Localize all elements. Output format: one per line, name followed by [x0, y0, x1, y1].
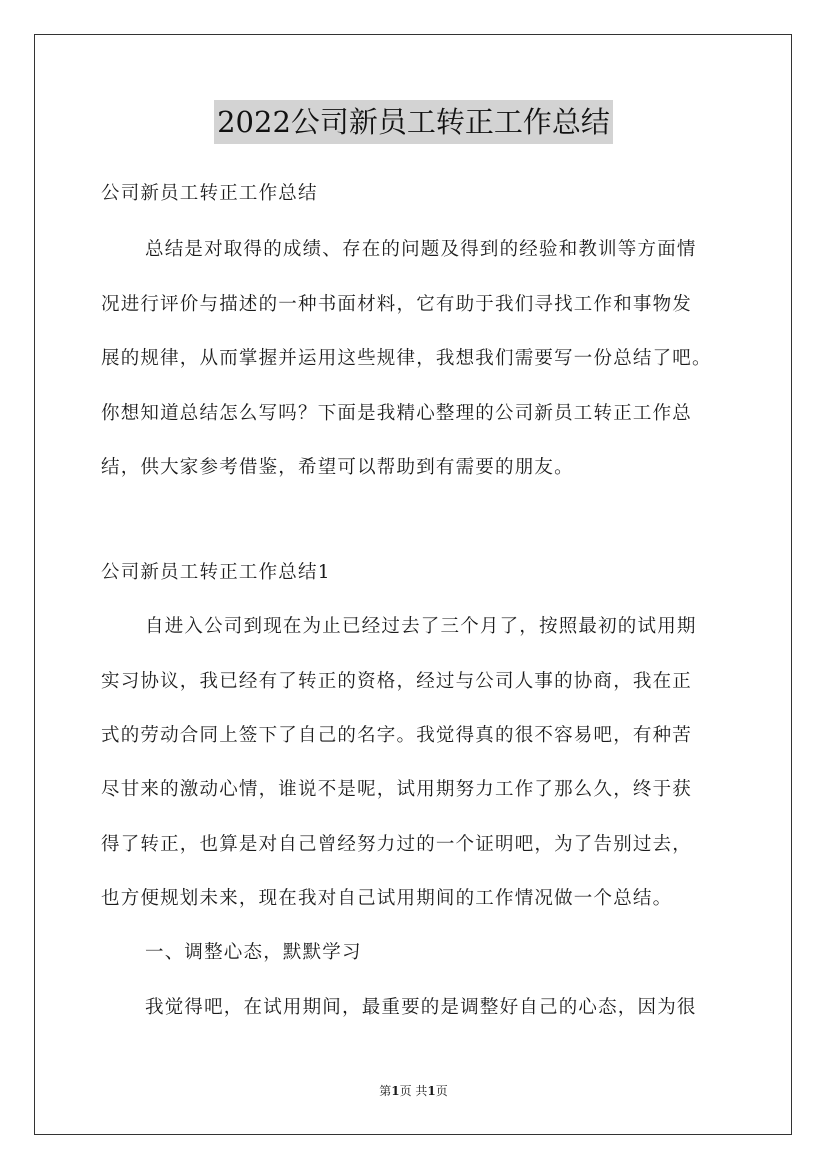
section-heading: 公司新员工转正工作总结1 [101, 562, 331, 583]
section1-line: 式的劳动合同上签下了自己的名字。我觉得真的很不容易吧，有种苦 [101, 725, 693, 746]
title-container [0, 100, 827, 144]
intro-line: 结，供大家参考借鉴，希望可以帮助到有需要的朋友。 [101, 457, 574, 478]
section1-line: 得了转正，也算是对自己曾经努力过的一个证明吧，为了告别过去， [101, 834, 693, 855]
intro-line: 总结是对取得的成绩、存在的问题及得到的经验和教训等方面情 [145, 239, 697, 260]
section1-line: 也方便规划未来，现在我对自己试用期间的工作情况做一个总结。 [101, 888, 673, 909]
footer-page-number: 1 [391, 1084, 400, 1098]
footer-prefix: 第 [379, 1084, 392, 1098]
subheading: 一、调整心态，默默学习 [145, 942, 362, 963]
footer-middle: 页 共 [399, 1084, 428, 1098]
document-title: 2022公司新员工转正工作总结 [214, 100, 613, 144]
section1-line: 尽甘来的激动心情，谁说不是呢，试用期努力工作了那么久，终于获 [101, 779, 693, 800]
intro-line: 你想知道总结怎么写吗？下面是我精心整理的公司新员工转正工作总 [101, 403, 693, 424]
paragraph-line: 我觉得吧，在试用期间，最重要的是调整好自己的心态，因为很 [145, 997, 697, 1018]
section1-line: 自进入公司到现在为止已经过去了三个月了，按照最初的试用期 [145, 616, 697, 637]
section1-line: 实习协议，我已经有了转正的资格，经过与公司人事的协商，我在正 [101, 671, 693, 692]
document-subtitle: 公司新员工转正工作总结 [101, 183, 318, 204]
intro-line: 况进行评价与描述的一种书面材料，它有助于我们寻找工作和事物发 [101, 294, 693, 315]
footer-total-pages: 1 [427, 1084, 436, 1098]
page-footer [0, 1083, 827, 1099]
footer-suffix: 页 [435, 1084, 448, 1098]
intro-line: 展的规律，从而掌握并运用这些规律，我想我们需要写一份总结了吧。 [101, 348, 712, 369]
